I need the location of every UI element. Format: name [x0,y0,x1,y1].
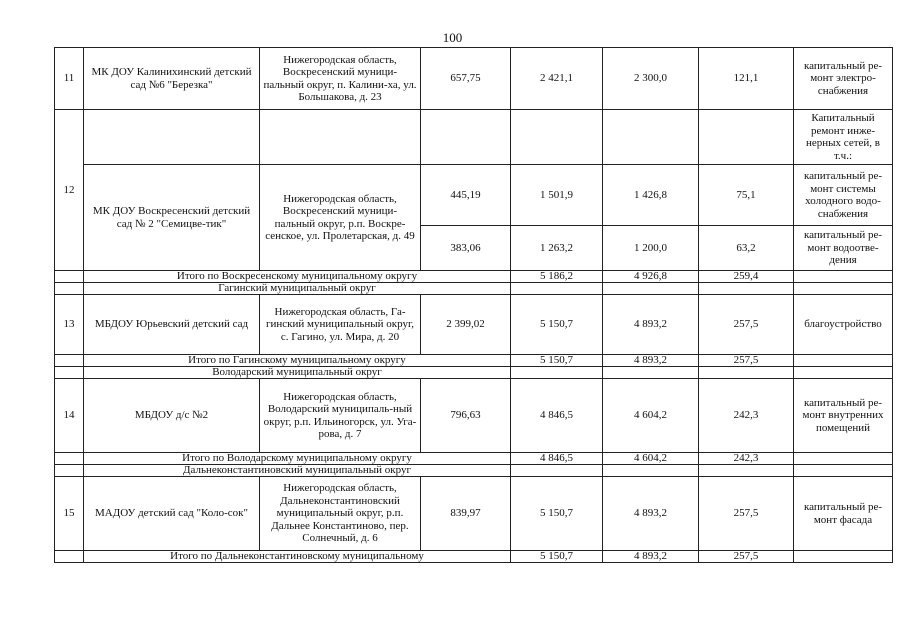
total-amount: 5 150,7 [511,355,603,367]
empty-cell [421,110,511,165]
work-type: капитальный ре-монт фасада [794,477,893,551]
work-type: капитальный ре-монт электро-снабжения [794,48,893,110]
empty-cell [699,110,794,165]
total-amount: 5 150,7 [511,477,603,551]
area-value: 839,97 [421,477,511,551]
row-number: 12 [55,110,84,271]
total-amount: 1 501,9 [511,165,603,226]
local-amount: 242,3 [699,453,794,465]
subtotal-label: Итого по Гагинскому муниципальному округу [84,355,511,367]
regional-amount: 4 604,2 [603,453,699,465]
local-amount: 257,5 [699,295,794,355]
empty-cell [260,110,421,165]
district-label: Володарский муниципальный округ [84,367,511,379]
table-row [55,165,893,226]
district-label: Дальнеконстантиновский муниципальный округ [84,465,511,477]
institution-name: МБДОУ д/с №2 [84,379,260,453]
subtotal-label: Итого по Дальнеконстантиновскому муниципальному [84,551,511,563]
local-amount: 63,2 [699,226,794,271]
work-type: капитальный ре-монт системы холодного водо-снабжения [794,165,893,226]
total-amount: 5 150,7 [511,295,603,355]
total-amount: 5 186,2 [511,271,603,283]
area-value: 2 399,02 [421,295,511,355]
institution-address: Нижегородская область, Воскресенский муници-пальный округ, р.п. Воскре-сенское, ул. Пролетарская, д. 49 [260,165,421,271]
regional-amount: 4 893,2 [603,355,699,367]
regional-amount: 2 300,0 [603,48,699,110]
funding-table [54,47,893,563]
total-amount: 4 846,5 [511,453,603,465]
table-row [55,295,893,355]
table-row [55,379,893,453]
regional-amount: 4 893,2 [603,477,699,551]
subtotal-row [55,355,893,367]
district-header-row [55,367,893,379]
institution-address: Нижегородская область, Воскресенский муници-пальный округ, п. Калини-ха, ул. Большакова, д. 23 [260,48,421,110]
local-amount: 75,1 [699,165,794,226]
local-amount: 259,4 [699,271,794,283]
table-row [55,110,893,165]
empty-cell [511,110,603,165]
local-amount: 257,5 [699,477,794,551]
area-value: 383,06 [421,226,511,271]
subtotal-row [55,453,893,465]
total-amount: 5 150,7 [511,551,603,563]
local-amount: 257,5 [699,355,794,367]
area-value: 796,63 [421,379,511,453]
district-label: Гагинский муниципальный округ [84,283,511,295]
regional-amount: 4 893,2 [603,551,699,563]
work-type: капитальный ре-монт внутренних помещений [794,379,893,453]
area-value: 657,75 [421,48,511,110]
row-number: 11 [55,48,84,110]
institution-address: Нижегородская область, Володарский муниципаль-ный округ, р.п. Ильиногорск, ул. Уга-рова, д. 7 [260,379,421,453]
empty-cell [603,110,699,165]
subtotal-label: Итого по Володарскому муниципальному округу [84,453,511,465]
regional-amount: 4 604,2 [603,379,699,453]
table-row [55,477,893,551]
institution-name: МК ДОУ Воскресенский детский сад № 2 "Семицве-тик" [84,165,260,271]
regional-amount: 4 893,2 [603,295,699,355]
row-number: 14 [55,379,84,453]
district-header-row [55,465,893,477]
institution-address: Нижегородская область, Дальнеконстантиновский муниципальный округ, р.п. Дальнее Константиново, пер. Солнечный, д. 6 [260,477,421,551]
institution-name: МК ДОУ Калинихинский детский сад №6 "Березка" [84,48,260,110]
district-header-row [55,283,893,295]
subtotal-row [55,551,893,563]
institution-name: МБДОУ Юрьевский детский сад [84,295,260,355]
work-type: капитальный ре-монт водоотве-дения [794,226,893,271]
page-number: 100 [442,30,463,45]
subtotal-row [55,271,893,283]
empty-cell [84,110,260,165]
regional-amount: 4 926,8 [603,271,699,283]
row-number: 15 [55,477,84,551]
work-type-header: Капитальный ремонт инже-нерных сетей, в т.ч.: [794,110,893,165]
total-amount: 4 846,5 [511,379,603,453]
regional-amount: 1 200,0 [603,226,699,271]
local-amount: 242,3 [699,379,794,453]
area-value: 445,19 [421,165,511,226]
total-amount: 2 421,1 [511,48,603,110]
total-amount: 1 263,2 [511,226,603,271]
local-amount: 257,5 [699,551,794,563]
table-row [55,48,893,110]
regional-amount: 1 426,8 [603,165,699,226]
local-amount: 121,1 [699,48,794,110]
subtotal-label: Итого по Воскресенскому муниципальному округу [84,271,511,283]
row-number: 13 [55,295,84,355]
institution-name: МАДОУ детский сад "Коло-сок" [84,477,260,551]
institution-address: Нижегородская область, Га-гинский муниципальный округ, с. Гагино, ул. Мира, д. 20 [260,295,421,355]
work-type: благоустройство [794,295,893,355]
